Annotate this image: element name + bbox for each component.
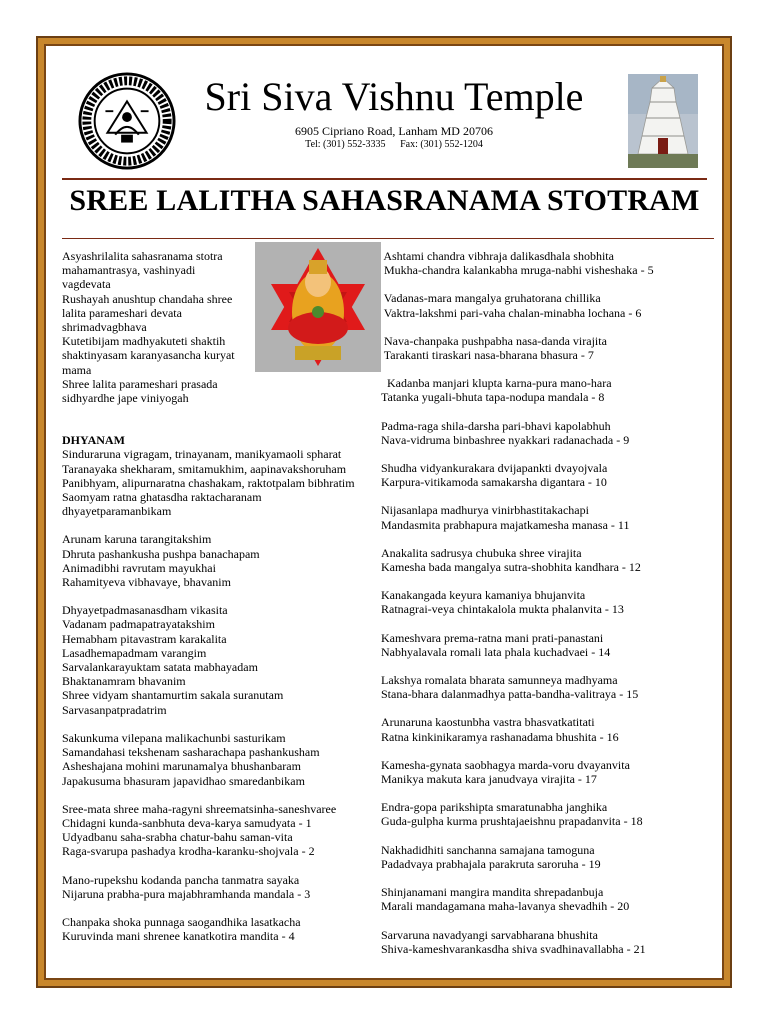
- verse-line: Nava-vidruma binbashree nyakkari radanachada - 9: [381, 432, 630, 447]
- verse-line: Dhyayetpadmasanasdham vikasita: [62, 603, 228, 618]
- dhyanam-heading: DHYANAM: [62, 433, 125, 448]
- verse-block: [381, 758, 716, 786]
- verse-line: Nakhadidhiti sanchanna samajana tamoguna: [381, 842, 595, 857]
- verse-line: Ratna kinkinikaramya rashanadama bhushita - 16: [381, 729, 619, 744]
- verse-line: Vadanam padmapatrayatakshim: [62, 617, 215, 632]
- verse-line: Asheshajana mohini marunamalya bhushanbaram: [62, 759, 301, 774]
- temple-address: 6905 Cipriano Road, Lanham MD 20706: [295, 124, 493, 138]
- verse-line: Sarvalankarayuktam satata mabhayadam: [62, 660, 258, 675]
- verse-line: Arunam karuna tarangitakshim: [62, 532, 212, 547]
- right-column-text: [381, 249, 716, 970]
- invocation-line: Kutetibijam madhyakuteti shaktih: [62, 334, 226, 349]
- verse-block: [381, 800, 716, 828]
- verse-line: Manikya makuta kara janudvaya virajita - 17: [381, 772, 597, 787]
- verse-line: Taranayaka shekharam, smitamukhim, aapinavakshoruham: [62, 461, 347, 476]
- left-column-text: [62, 249, 392, 943]
- verse-block: [62, 603, 392, 717]
- verse-line: Mano-rupekshu kodanda pancha tanmatra sayaka: [62, 872, 300, 887]
- verse-line: Shree vidyam shantamurtim sakala suranutam: [62, 688, 284, 703]
- verse-line: Kuruvinda mani shrenee kanatkotira mandita - 4: [62, 929, 295, 944]
- verse-line: Nijaruna prabha-pura majabhramhanda mandala - 3: [62, 886, 311, 901]
- invocation-line: vagdevata: [62, 277, 111, 292]
- verse-block: [381, 461, 716, 489]
- temple-name: Sri Siva Vishnu Temple: [204, 74, 584, 119]
- temple-fax: Fax: (301) 552-1204: [400, 139, 483, 150]
- verse-line: Kamesha bada mangalya sutra-shobhita kandhara - 12: [381, 560, 641, 575]
- verse-line: Kamesha-gynata saobhagya marda-voru dvayanvita: [381, 757, 630, 772]
- verse-line: Chidagni kunda-sanbhuta deva-karya samudyata - 1: [62, 815, 312, 830]
- title-rule: [62, 238, 714, 239]
- verse-block: [381, 885, 716, 913]
- verse-line: Endra-gopa parikshipta smaratunabha janghika: [381, 800, 608, 815]
- verse-line: Guda-gulpha kurma prushtajaeishnu prapadanvita - 18: [381, 814, 643, 829]
- invocation-line: lalita parameshari devata: [62, 305, 182, 320]
- verse-block: [62, 532, 392, 589]
- verse-line: Panibhyam, alipurnaratna chashakam, raktotpalam bibhratim: [62, 475, 355, 490]
- verse-line: Sarvasanpatpradatrim: [62, 702, 167, 717]
- verse-block: [381, 291, 716, 319]
- verse-line: Kadanba manjari klupta karna-pura mano-hara: [381, 376, 612, 391]
- verse-line: Sinduraruna vigragam, trinayanam, manikyamaoli spharat: [62, 447, 342, 462]
- verse-line: Nijasanlapa madhurya vinirbhastitakachapi: [381, 503, 589, 518]
- temple-tel: Tel: (301) 552-3335: [305, 139, 386, 150]
- temple-contact: [178, 138, 610, 151]
- verse-line: Mukha-chandra kalankabha mruga-nabhi visheshaka - 5: [381, 263, 654, 278]
- invocation-block: [62, 249, 248, 405]
- verse-line: dhyayetparamanbikam: [62, 504, 172, 519]
- verse-block: [381, 546, 716, 574]
- verse-line: Kanakangada keyura kamaniya bhujanvita: [381, 588, 586, 603]
- invocation-line: Shree lalita parameshari prasada: [62, 376, 218, 391]
- verse-line: Raga-svarupa pashadya krodha-karanku-shojvala - 2: [62, 844, 315, 859]
- verse-block: [381, 503, 716, 531]
- verse-line: Shiva-kameshvarankasdha shiva svadhinavallabha - 21: [381, 941, 646, 956]
- verse-line: Mandasmita prabhapura majatkamesha manasa - 11: [381, 517, 630, 532]
- verse-block: [381, 588, 716, 616]
- header-rule: [62, 178, 707, 180]
- verse-line: Padma-raga shila-darsha pari-bhavi kapolabhuh: [381, 418, 611, 433]
- verse-line: Ashtami chandra vibhraja dalikasdhala shobhita: [381, 249, 614, 263]
- verse-line: Bhaktanamram bhavanim: [62, 674, 186, 689]
- verse-line: Sree-mata shree maha-ragyni shreematsinha-saneshvaree: [62, 801, 337, 816]
- verse-line: Nava-chanpaka pushpabha nasa-danda virajita: [381, 333, 607, 348]
- verse-line: Marali mandagamana maha-lavanya shevadhih - 20: [381, 899, 630, 914]
- verse-line: Udyadbanu saha-srabha chatur-bahu saman-vita: [62, 830, 293, 845]
- verse-block: [381, 928, 716, 956]
- verse-line: Tatanka yugali-bhuta tapa-nodupa mandala - 8: [381, 390, 605, 405]
- verse-block: [381, 419, 716, 447]
- verse-line: Anakalita sadrusya chubuka shree virajita: [381, 545, 582, 560]
- verse-block: [62, 915, 392, 943]
- verse-line: Rahamityeva vibhavaye, bhavanim: [62, 575, 231, 590]
- verse-line: Tarakanti tiraskari nasa-bharana bhasura - 7: [381, 348, 594, 363]
- verse-line: Lasadhemapadmam varangim: [62, 645, 207, 660]
- temple-tower-photo: [628, 74, 698, 168]
- verse-line: Japakusuma bhasuram japavidhao smaredanbikam: [62, 773, 305, 788]
- verse-line: Saomyam ratna ghatasdha raktacharanam: [62, 490, 262, 505]
- invocation-line: mama: [62, 362, 92, 377]
- verse-line: Kameshvara prema-ratna mani prati-panastani: [381, 630, 604, 645]
- verse-line: Shinjanamani mangira mandita shrepadanbuja: [381, 885, 604, 900]
- verse-block: [381, 249, 716, 277]
- invocation-line: shaktinyasam karanyasancha kuryat: [62, 348, 235, 363]
- verse-line: Shudha vidyankurakara dvijapankti dvayojvala: [381, 461, 608, 476]
- verse-line: Vadanas-mara mangalya gruhatorana chillika: [381, 291, 601, 306]
- verse-line: Dhruta pashankusha pushpa banachapam: [62, 546, 260, 561]
- verse-line: Nabhyalavala romali lata phala kuchadvaei - 14: [381, 644, 611, 659]
- verse-line: Sarvaruna navadyangi sarvabharana bhushita: [381, 927, 598, 942]
- verse-line: Vaktra-lakshmi pari-vaha chalan-minabha lochana - 6: [381, 305, 642, 320]
- invocation-line: Asyashrilalita sahasranama stotra: [62, 249, 223, 263]
- verse-block: [381, 334, 716, 362]
- verse-line: Padadvaya prabhajala parakruta saroruha - 19: [381, 856, 601, 871]
- verse-line: Lakshya romalata bharata samunneya madhyama: [381, 673, 618, 688]
- verse-block: [381, 843, 716, 871]
- verse-block: [381, 631, 716, 659]
- verse-line: Ratnagrai-veya chintakalola mukta phalanvita - 13: [381, 602, 624, 617]
- verse-line: Chanpaka shoka punnaga saogandhika lasatkacha: [62, 914, 301, 929]
- invocation-line: mahamantrasya, vashinyadi: [62, 263, 196, 278]
- verse-block: [62, 802, 392, 859]
- verse-block: [381, 715, 716, 743]
- verse-line: Sakunkuma vilepana malikachunbi sasturikam: [62, 730, 286, 745]
- verse-line: Arunaruna kaostunbha vastra bhasvatkatitati: [381, 715, 595, 730]
- verse-line: Samandahasi tekshenam sasharachapa pashankusham: [62, 745, 320, 760]
- verse-line: Stana-bhara dalanmadhya patta-bandha-valitraya - 15: [381, 687, 639, 702]
- verse-block: [62, 447, 392, 518]
- invocation-line: Rushayah anushtup chandaha shree: [62, 291, 233, 306]
- invocation-line: shrimadvagbhava: [62, 320, 147, 335]
- verse-block: [62, 731, 392, 788]
- verse-line: Karpura-vitikamoda samakarsha digantara - 10: [381, 475, 607, 490]
- verse-block: [381, 376, 716, 404]
- invocation-line: sidhyardhe jape viniyogah: [62, 391, 189, 406]
- verse-block: [381, 673, 716, 701]
- temple-seal-logo: [78, 72, 176, 170]
- verse-line: Hemabham pitavastram karakalita: [62, 631, 227, 646]
- verse-line: Animadibhi ravrutam mayukhai: [62, 560, 216, 575]
- verse-block: [62, 873, 392, 901]
- page-title: SREE LALITHA SAHASRANAMA STOTRAM: [69, 184, 700, 217]
